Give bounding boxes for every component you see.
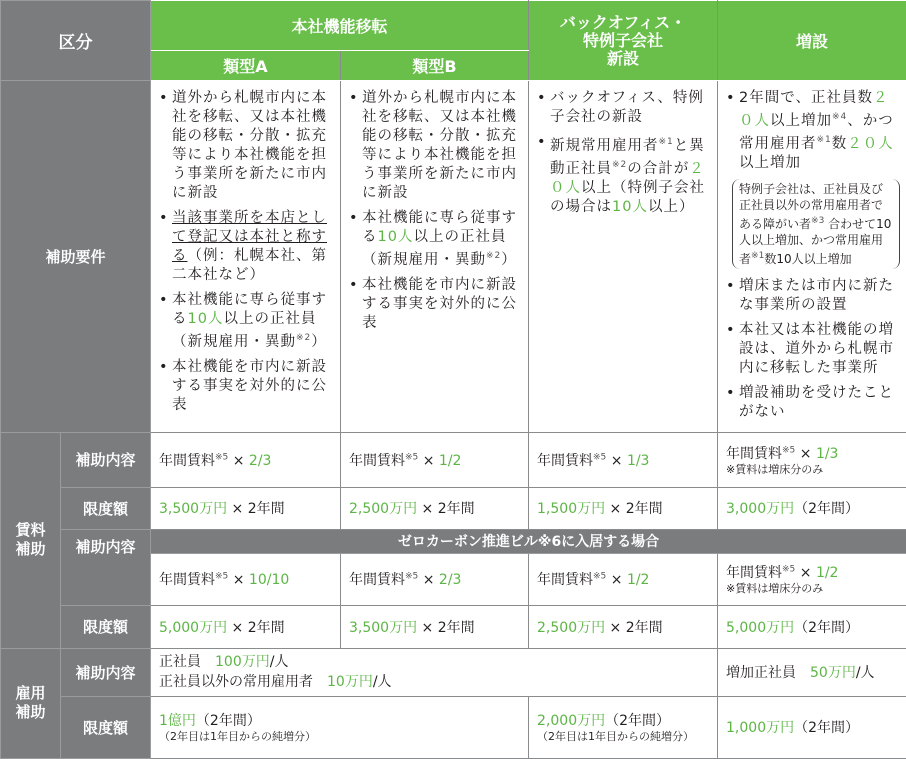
requirement-list [537, 89, 711, 217]
zc-content-a [151, 553, 341, 605]
text: （2年間） [794, 501, 859, 517]
footnote-mark: ※3 [811, 216, 824, 226]
zc-content-b [341, 553, 529, 605]
text: × [418, 572, 439, 588]
requirement-item [726, 89, 900, 173]
text: 以上の正社員（新規雇用・異動 [172, 311, 316, 350]
highlight-value: 1,000万円 [726, 720, 794, 736]
highlight-value: 10人 [612, 199, 648, 215]
requirement-item [159, 209, 334, 285]
footnote-mark: ※5 [215, 572, 228, 582]
text: 以上（特例子会社の場合は [550, 180, 705, 215]
text: × [228, 572, 249, 588]
requirements-backoffice [529, 81, 718, 433]
highlight-value: 100万円 [215, 654, 270, 670]
highlight-value: 50万円 [810, 665, 856, 681]
text: 数 [832, 136, 848, 152]
highlight-value: 3,500万円 [159, 501, 227, 517]
text: （2年間） [794, 620, 859, 636]
text: × [606, 572, 627, 588]
text: 以上の正社員（新規雇用・異動 [362, 229, 506, 268]
employ-content-main [151, 648, 718, 696]
text: /人 [270, 654, 289, 670]
employ-content-zousetsu [718, 648, 906, 696]
text: ） [311, 334, 327, 350]
employ-group-label: 雇用補助 [15, 684, 47, 722]
highlight-value: 2/3 [439, 572, 462, 588]
text: 年間賃料 [159, 453, 215, 469]
footnote-mark: ※5 [593, 452, 606, 462]
footnote-mark: ※5 [593, 572, 606, 582]
highlight-value: 2,500万円 [349, 501, 417, 517]
text: × 2年間 [605, 620, 663, 636]
header-backoffice [529, 1, 718, 81]
text: 以上増加 [739, 155, 801, 171]
text: 増加正社員 [726, 665, 810, 681]
highlight-value: 10人 [188, 311, 224, 327]
zero-carbon-band: ゼロカーボン推進ビル※6に入居する場合 [151, 529, 906, 553]
highlight-value: ２０人 [739, 90, 888, 129]
text: 、かつ常用雇用者 [739, 113, 894, 152]
text: 年間賃料 [537, 572, 593, 588]
header-kubun: 区分 [1, 1, 151, 81]
rent-limit-backoffice [529, 487, 718, 529]
employ-limit-backoffice [529, 696, 718, 758]
label-rent-subsidy [1, 432, 61, 648]
text: × 2年間 [227, 501, 285, 517]
footnote-mark: ※5 [215, 452, 228, 462]
footnote-mark: ※1 [659, 137, 674, 147]
text: 本社機能を市内に新設する事実を対外的に公表 [172, 359, 327, 413]
text: /人 [856, 665, 875, 681]
requirement-item [537, 89, 711, 127]
footnote-mark: ※5 [782, 565, 795, 575]
rent-limit-a [151, 487, 341, 529]
text: × 2年間 [227, 620, 285, 636]
text: × [795, 446, 816, 462]
text: × [606, 453, 627, 469]
small-note: （2年目は1年目からの純増分） [159, 730, 520, 744]
text: 年間賃料 [349, 453, 405, 469]
requirement-list [349, 89, 522, 333]
label-zc-limit: 限度額 [61, 605, 151, 648]
zc-limit-b [341, 605, 529, 648]
header-type-a: 類型A [151, 51, 341, 81]
zc-limit-backoffice [529, 605, 718, 648]
rent-content-a [151, 432, 341, 487]
text: 本社機能を市内に新設する事実を対外的に公表 [362, 277, 517, 331]
text: 年間賃料 [726, 565, 782, 581]
highlight-value: 3,500万円 [349, 620, 417, 636]
highlight-value: ２０人 [847, 136, 894, 152]
header-honsha-relocation: 本社機能移転 [151, 1, 529, 51]
requirement-item [726, 384, 900, 422]
text: 増設補助を受けたことがない [739, 385, 894, 420]
footnote-mark: ※2 [612, 160, 627, 170]
requirement-item [537, 133, 711, 217]
requirements-type-a [151, 81, 341, 433]
text: 数10人以上増加 [764, 252, 851, 266]
highlight-value: 2,000万円 [537, 713, 605, 729]
rent-limit-b [341, 487, 529, 529]
highlight-value: 10/10 [249, 572, 289, 588]
text: 増床または市内に新たな事業所の設置 [739, 278, 894, 313]
zc-content-backoffice [529, 553, 718, 605]
footnote-mark: ※2 [296, 333, 311, 343]
employ-limit-zousetsu [718, 696, 906, 758]
text: ） [501, 252, 517, 268]
highlight-value: 10万円 [327, 674, 373, 690]
text: 以上） [648, 199, 695, 215]
requirement-item [726, 321, 900, 378]
requirement-item [159, 358, 334, 415]
zc-limit-a [151, 605, 341, 648]
text: 正社員 [159, 654, 215, 670]
footnote-mark: ※5 [405, 572, 418, 582]
requirement-item [349, 209, 522, 270]
text: × 2年間 [605, 501, 663, 517]
text: （2年間） [794, 720, 859, 736]
text: 当該事業所を本店として登記又は本社と称する [172, 210, 327, 264]
text: 道外から札幌市内に本社を移転、又は本社機能の移転・分散・拡充等により本社機能を担う事業所を新たに市内に新設 [172, 90, 327, 201]
text: （2年間） [196, 713, 261, 729]
header-zousetsu: 増設 [718, 1, 906, 81]
rent-content-zousetsu [718, 432, 906, 487]
highlight-value: 1億円 [159, 713, 196, 729]
text: 本社機能に専ら従事する [362, 210, 517, 245]
text: × [418, 453, 439, 469]
text: × [795, 565, 816, 581]
zc-limit-zousetsu [718, 605, 906, 648]
footnote-mark: ※1 [751, 251, 764, 261]
requirement-item [159, 89, 334, 203]
footnote-mark: ※5 [782, 445, 795, 455]
requirement-list [159, 89, 334, 415]
label-employ-content: 補助内容 [61, 648, 151, 696]
text: 新規常用雇用者 [550, 138, 659, 154]
employ-limit-honsha [151, 696, 529, 758]
requirement-list [726, 89, 900, 173]
header-backoffice-line2: 特例子会社 [529, 32, 717, 50]
text: 以上増加 [770, 113, 832, 129]
highlight-value: 1,500万円 [537, 501, 605, 517]
text: 合わせて10人以上増加、かつ常用雇用者 [739, 217, 891, 266]
text: の合計が [627, 161, 689, 177]
text: バックオフィス、特例子会社の新設 [550, 90, 704, 125]
text: 年間賃料 [349, 572, 405, 588]
small-note: （2年目は1年目からの純増分） [537, 730, 709, 744]
text: 年間賃料 [537, 453, 593, 469]
highlight-value: 5,000万円 [726, 620, 794, 636]
small-note: ※賃料は増床分のみ [726, 463, 898, 477]
header-backoffice-line1: バックオフィス・ [529, 14, 717, 32]
highlight-value: 2,500万円 [537, 620, 605, 636]
text: 2年間で、正社員数 [739, 90, 873, 106]
header-backoffice-line3: 新設 [529, 50, 717, 68]
requirements-type-b [341, 81, 529, 433]
text: /人 [373, 674, 392, 690]
text: 正社員以外の常用雇用者 [159, 674, 327, 690]
footnote-mark: ※2 [486, 251, 501, 261]
text: × 2年間 [417, 620, 475, 636]
requirement-item [726, 277, 900, 315]
rent-limit-zousetsu [718, 487, 906, 529]
highlight-value: 3,000万円 [726, 501, 794, 517]
requirements-zousetsu [718, 81, 906, 433]
text: × [228, 453, 249, 469]
requirement-item [349, 89, 522, 203]
highlight-value: 5,000万円 [159, 620, 227, 636]
highlight-value: 1/2 [816, 565, 839, 581]
highlight-value: 1/2 [627, 572, 650, 588]
requirement-item [349, 276, 522, 333]
zousetsu-note [732, 179, 900, 269]
text: と異動正社員 [550, 138, 705, 177]
highlight-value: 1/2 [439, 453, 462, 469]
footnote-mark: ※4 [832, 112, 847, 122]
text: 特例子会社は、正社員及び正社員以外の常用雇用者である障がい者 [739, 182, 883, 231]
label-employ-limit: 限度額 [61, 696, 151, 758]
text: 本社又は本社機能の増設は、道外から札幌市内に移転した事業所 [739, 322, 894, 376]
rent-content-b [341, 432, 529, 487]
footnote-mark: ※1 [817, 135, 832, 145]
rent-group-label: 賃料補助 [15, 521, 47, 559]
zc-content-zousetsu [718, 553, 906, 605]
highlight-value: 1/3 [627, 453, 650, 469]
text: （2年間） [605, 713, 670, 729]
text: 年間賃料 [159, 572, 215, 588]
label-requirements: 補助要件 [1, 81, 151, 433]
text: 年間賃料 [726, 446, 782, 462]
highlight-value: 1/3 [816, 446, 839, 462]
highlight-value: 2/3 [249, 453, 272, 469]
requirement-item [159, 291, 334, 352]
text: 道外から札幌市内に本社を移転、又は本社機能の移転・分散・拡充等により本社機能を担う事業所を新たに市内に新設 [362, 90, 517, 201]
header-type-b: 類型B [341, 51, 529, 81]
highlight-value: ２０人 [550, 161, 705, 196]
label-employment-subsidy [1, 648, 61, 758]
text: （例：札幌本社、第二本社など） [172, 248, 327, 283]
highlight-value: 10人 [378, 229, 414, 245]
rent-content-backoffice [529, 432, 718, 487]
text: × 2年間 [417, 501, 475, 517]
footnote-mark: ※5 [405, 452, 418, 462]
label-zc-content: 補助内容 [61, 529, 151, 605]
label-limit: 限度額 [61, 487, 151, 529]
small-note: ※賃料は増床分のみ [726, 582, 898, 596]
text: 本社機能に専ら従事する [172, 292, 327, 327]
label-content: 補助内容 [61, 432, 151, 487]
requirement-list [726, 277, 900, 422]
